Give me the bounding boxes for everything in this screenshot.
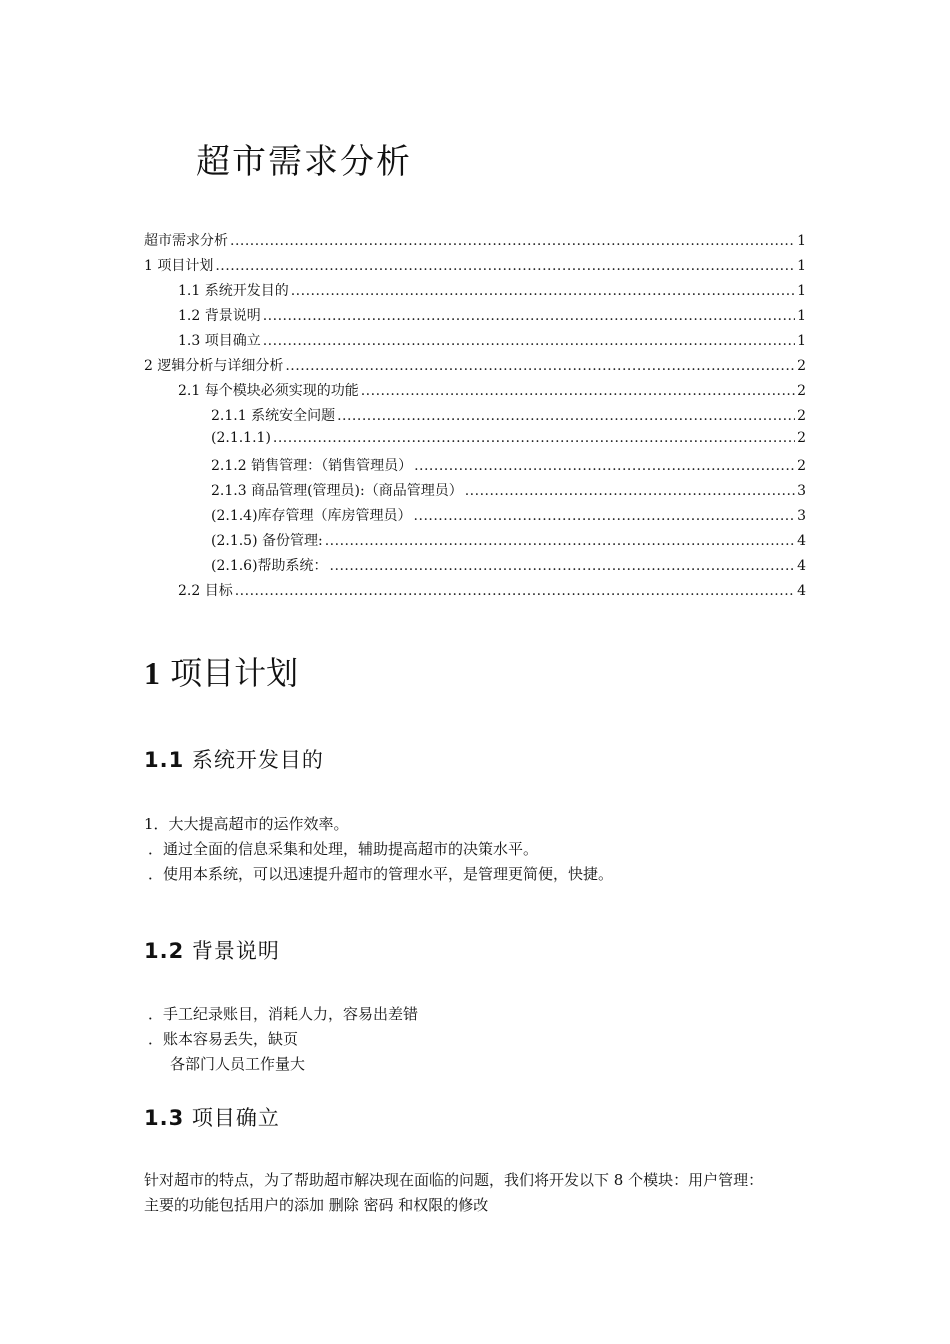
toc-entry-page: 1 <box>797 308 806 324</box>
toc-entry-text: 2 逻辑分析与详细分析 <box>144 358 284 374</box>
toc-leader <box>414 458 795 474</box>
list-item: ．手工纪录账目，消耗人力，容易出差错 <box>148 1005 419 1023</box>
list-item: ．账本容易丢失，缺页 <box>148 1030 299 1048</box>
paragraph-line: 主要的功能包括用户的添加 删除 密码 和权限的修改 <box>144 1196 489 1214</box>
heading-number: 1.2 <box>144 939 185 963</box>
toc-entry[interactable] <box>144 355 806 375</box>
list-item: ．使用本系统，可以迅速提升超市的管理水平，是管理更简便，快捷。 <box>148 865 614 883</box>
toc-leader <box>263 333 795 349</box>
toc-entry-page: 2 <box>797 458 806 474</box>
toc-leader <box>337 408 795 424</box>
toc-entry-page: 1 <box>797 283 806 299</box>
toc-entry-page: 2 <box>797 358 806 374</box>
toc-entry[interactable] <box>211 555 806 575</box>
toc-entry-text: (2.1.5) 备份管理: <box>211 533 323 549</box>
toc-entry-text: 2.2 目标 <box>178 583 233 599</box>
heading-number: 1.1 <box>144 748 185 772</box>
toc-leader <box>215 258 795 274</box>
section-1-1-list <box>144 812 613 887</box>
heading-1-2 <box>144 935 280 965</box>
toc-leader <box>230 233 795 249</box>
toc-leader <box>414 508 796 524</box>
toc-entry-text: 超市需求分析 <box>144 233 228 249</box>
heading-1-3 <box>144 1102 280 1132</box>
toc-entry-page: 4 <box>797 558 806 574</box>
toc-entry-text: 2.1.1 系统安全问题 <box>211 408 336 424</box>
toc-entry[interactable] <box>178 330 806 350</box>
toc-leader <box>235 583 795 599</box>
heading-1-1 <box>144 744 324 774</box>
heading-title: 系统开发目的 <box>191 748 324 772</box>
section-1-2-list <box>148 1002 418 1077</box>
toc-entry[interactable] <box>178 580 806 600</box>
toc-entry[interactable] <box>211 480 806 500</box>
toc-leader <box>263 308 795 324</box>
toc-entry-page: 2 <box>797 408 806 424</box>
heading-1-project-plan <box>144 648 298 694</box>
toc-entry-text: 1.3 项目确立 <box>178 333 261 349</box>
list-item: 1．大大提高超市的运作效率。 <box>144 815 349 833</box>
toc-entry[interactable] <box>178 280 806 300</box>
toc-leader <box>325 533 795 549</box>
toc-entry[interactable] <box>211 430 806 450</box>
toc-entry-page: 3 <box>797 508 806 524</box>
toc-entry-page: 3 <box>797 483 806 499</box>
toc-leader <box>330 558 796 574</box>
toc-entry-page: 4 <box>797 533 806 549</box>
document-title: 超市需求分析 <box>196 142 412 182</box>
section-1-3-paragraph <box>144 1168 814 1218</box>
toc-entry-text: (2.1.4)库存管理（库房管理员） <box>211 508 412 524</box>
toc-entry[interactable] <box>211 530 806 550</box>
toc-entry[interactable] <box>211 405 806 425</box>
toc-entry-text: 1 项目计划 <box>144 258 214 274</box>
toc-leader <box>285 358 795 374</box>
toc-entry[interactable] <box>211 455 806 475</box>
heading-title: 项目计划 <box>170 654 299 692</box>
heading-number: 1.3 <box>144 1106 185 1130</box>
paragraph-line: 针对超市的特点，为了帮助超市解决现在面临的问题，我们将开发以下 8 个模块：用户管理： <box>144 1171 764 1189</box>
toc-entry[interactable] <box>178 380 806 400</box>
toc-entry[interactable] <box>178 305 806 325</box>
toc-entry-page: 1 <box>797 233 806 249</box>
toc-entry-page: 1 <box>797 258 806 274</box>
toc-entry[interactable] <box>144 255 806 275</box>
toc-entry-text: 1.1 系统开发目的 <box>178 283 289 299</box>
toc-entry-text: (2.1.1.1) <box>211 430 271 446</box>
toc-entry-text: 1.2 背景说明 <box>178 308 261 324</box>
toc-entry-text: (2.1.6)帮助系统： <box>211 558 328 574</box>
toc-entry-text: 2.1.3 商品管理(管理员):（商品管理员） <box>211 483 463 499</box>
heading-number: 1 <box>144 655 160 691</box>
toc-entry-text: 2.1 每个模块必须实现的功能 <box>178 383 359 399</box>
toc-leader <box>273 430 795 446</box>
toc-entry[interactable] <box>211 505 806 525</box>
list-item: 各部门人员工作量大 <box>170 1055 306 1073</box>
toc-leader <box>291 283 795 299</box>
toc-leader <box>361 383 795 399</box>
toc-entry-page: 1 <box>797 333 806 349</box>
heading-title: 背景说明 <box>191 939 280 963</box>
toc-entry[interactable] <box>144 230 806 250</box>
list-item: ．通过全面的信息采集和处理，辅助提高超市的决策水平。 <box>148 840 539 858</box>
toc-entry-page: 4 <box>797 583 806 599</box>
heading-title: 项目确立 <box>191 1106 280 1130</box>
toc-entry-page: 2 <box>797 430 806 446</box>
toc-leader <box>465 483 795 499</box>
toc-entry-text: 2.1.2 销售管理：（销售管理员） <box>211 458 413 474</box>
toc-entry-page: 2 <box>797 383 806 399</box>
